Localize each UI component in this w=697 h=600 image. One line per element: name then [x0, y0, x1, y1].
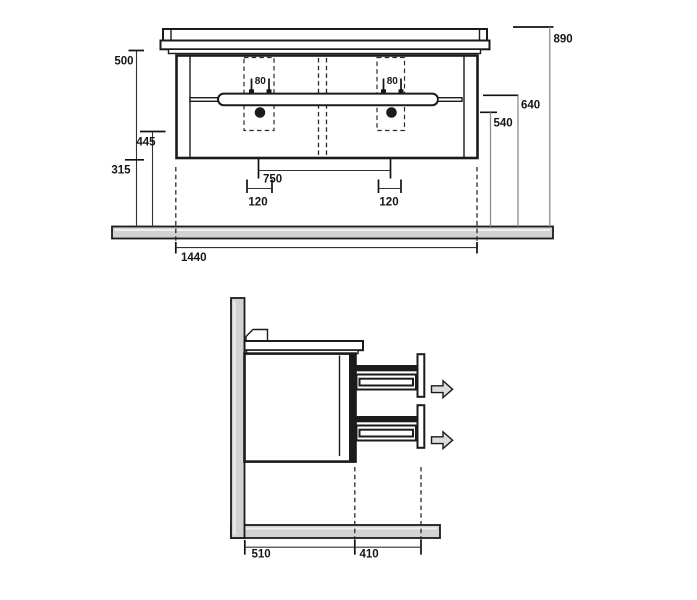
wall	[231, 298, 245, 538]
upper-drawer	[356, 354, 453, 397]
dim-510-label: 510	[251, 548, 271, 561]
drawer-front-panel	[418, 405, 425, 448]
dim-540-label: 540	[493, 117, 513, 130]
drawer-front-panel	[418, 354, 425, 397]
dim-left-heights	[111, 51, 165, 227]
dim-80-right-label: 80	[386, 76, 398, 87]
dim-plate-right-width	[379, 180, 402, 209]
dim-500-label: 500	[114, 55, 134, 68]
dim-120-left-label: 120	[248, 196, 268, 209]
dim-315-label: 315	[111, 164, 131, 177]
dim-total-width	[176, 167, 477, 264]
lower-drawer	[356, 405, 453, 448]
drawer-rail-top	[356, 416, 418, 422]
front-view	[111, 27, 572, 264]
dim-depths	[245, 467, 421, 561]
dim-right-heights	[480, 27, 573, 227]
basin-upstand	[246, 330, 268, 342]
drawer-rail-top	[356, 365, 418, 371]
fixing-hole-right	[386, 107, 397, 118]
dim-410-label: 410	[359, 548, 379, 561]
towel-rail	[190, 94, 462, 106]
countertop-side	[245, 341, 364, 354]
dim-80-left-label: 80	[254, 76, 266, 87]
dim-750-label: 750	[263, 173, 283, 186]
floor-line-side	[231, 525, 440, 538]
dim-890-label: 890	[553, 33, 573, 46]
floor-line-front	[112, 227, 553, 239]
dim-640-label: 640	[521, 99, 541, 112]
cabinet-body-front	[177, 56, 478, 159]
cabinet-body-side	[245, 354, 356, 462]
dim-120-right-label: 120	[379, 196, 399, 209]
side-view	[231, 298, 453, 561]
pull-out-arrow-icon	[432, 381, 453, 398]
dim-1440-label: 1440	[181, 252, 207, 264]
pull-out-arrow-icon	[432, 432, 453, 449]
drawer-front-face	[349, 355, 356, 462]
dim-hole-spacing	[259, 159, 391, 186]
countertop-front	[161, 29, 490, 54]
dim-445-label: 445	[136, 136, 156, 149]
fixing-hole-left	[255, 107, 266, 118]
